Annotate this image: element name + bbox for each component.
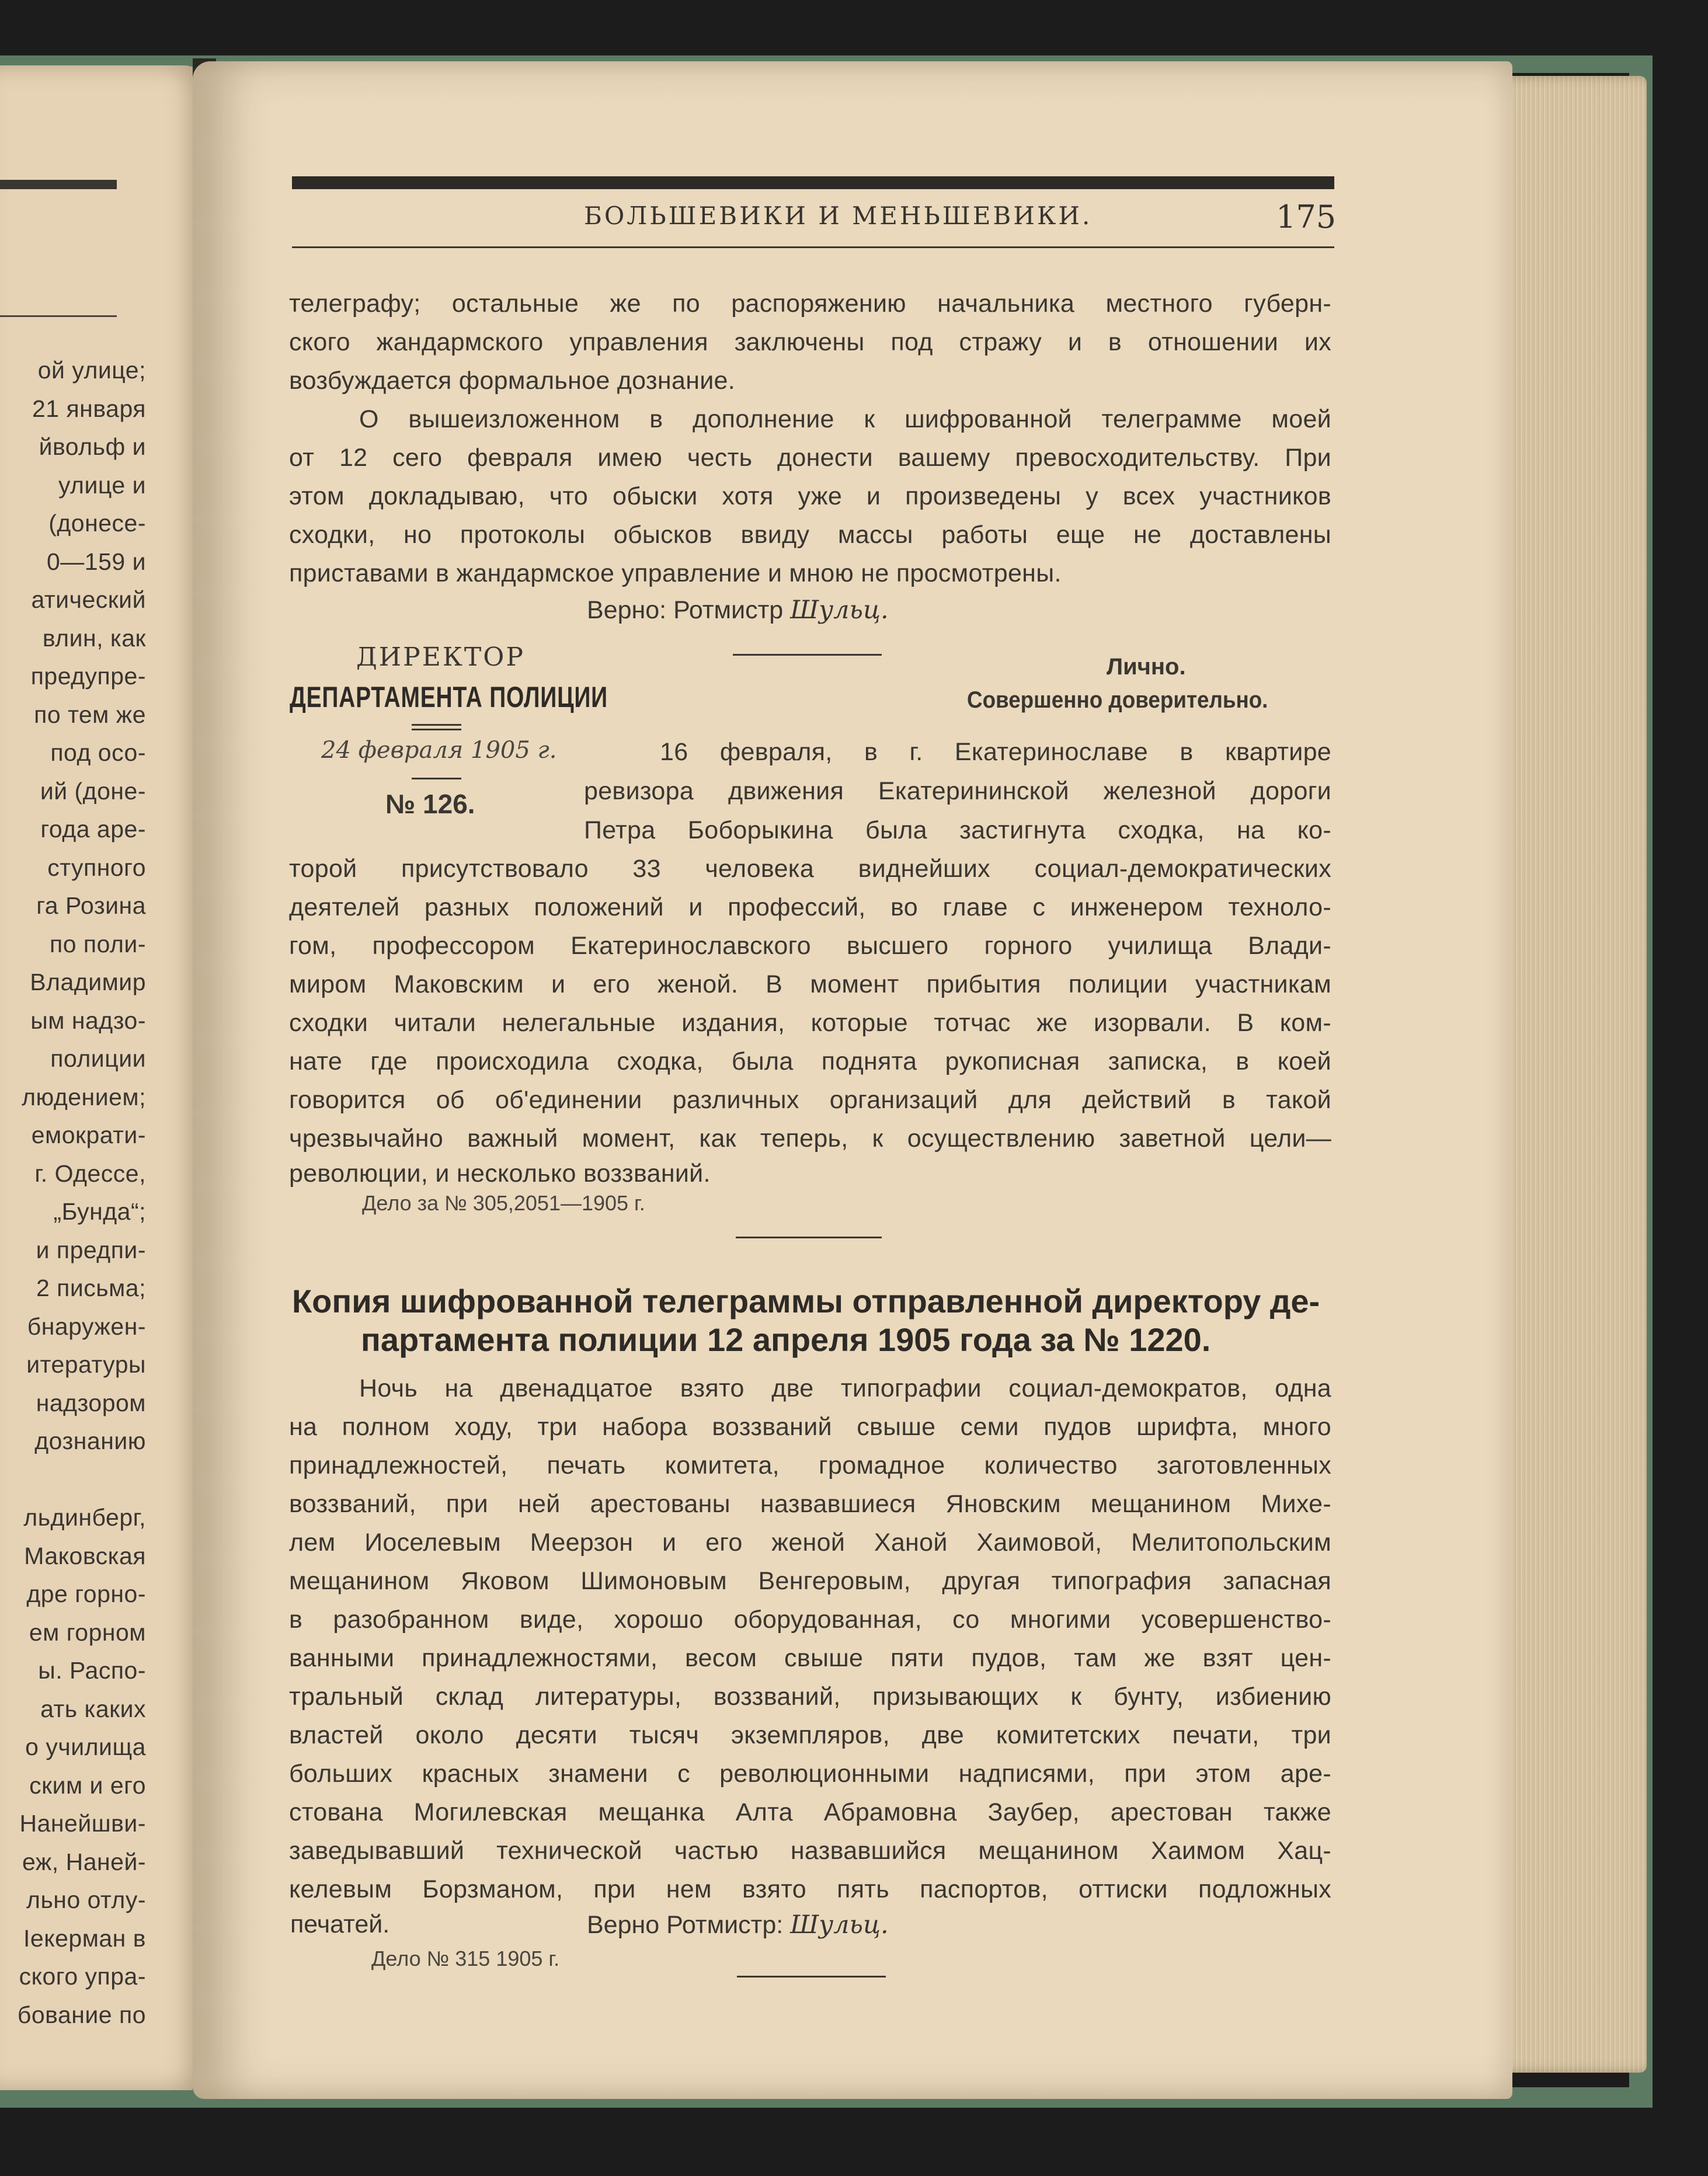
- left-page-line: ать каких: [40, 1695, 146, 1722]
- left-page-line: ступного: [47, 854, 146, 881]
- body-line: Ночь на двенадцатое взято две типографии социал-демократов, одна: [359, 1374, 1331, 1402]
- left-page-line: под осо-: [50, 739, 146, 766]
- body-line: лем Иоселевым Меерзон и его женой Ханой Хаимовой, Мелитопольским: [289, 1529, 1331, 1557]
- separator-rule: [737, 1976, 886, 1977]
- separator-rule: [736, 1237, 882, 1238]
- letterhead-rule: [412, 778, 461, 779]
- left-page-line: 0—159 и: [46, 548, 146, 575]
- case-reference: Дело за № 305,2051—1905 г.: [362, 1191, 645, 1215]
- left-page-line: ой улице;: [37, 357, 146, 384]
- signature-prefix: Верно: Ротмистр: [587, 596, 784, 624]
- body-line: тральный склад литературы, воззваний, призывающих к бунту, избиению: [289, 1683, 1331, 1711]
- signature-name: Шульц.: [790, 596, 889, 625]
- running-title: БОЛЬШЕВИКИ И МЕНЬШЕВИКИ.: [584, 201, 1093, 230]
- separator-rule: [733, 654, 882, 656]
- last-line: печатей.: [290, 1910, 390, 1938]
- body-line: возбуждается формальное дознание.: [289, 367, 736, 395]
- left-page-line: емократи-: [31, 1122, 146, 1148]
- body-line: чрезвычайно важный момент, как теперь, к осуществлению заветной цели—: [289, 1124, 1331, 1153]
- body-line: властей около десяти тысяч экземпляров, две комитетских печати, три: [289, 1721, 1331, 1749]
- left-page-header-rule: [0, 315, 117, 317]
- left-page-line: льдинберг,: [23, 1504, 146, 1531]
- body-line: приставами в жандармское управление и мною не просмотрены.: [289, 559, 1062, 587]
- left-page-line: предупре-: [30, 663, 146, 690]
- left-page-line: йвольф и: [39, 433, 146, 460]
- left-page-text-column: [18, 351, 146, 2034]
- left-page-line: 2 письма;: [36, 1275, 146, 1301]
- left-page-line: по поли-: [50, 930, 146, 958]
- left-page-line: года аре-: [40, 816, 146, 842]
- body-line: гом, профессором Екатеринославского высшего горного училища Влади-: [289, 932, 1331, 960]
- left-page-line: ий (доне-: [40, 777, 146, 805]
- section-heading: Копия шифрованной телеграммы отправленной директору де-: [292, 1283, 1320, 1319]
- body-line: сходки читали нелегальные издания, которые тотчас же изорвали. В ком-: [289, 1009, 1331, 1037]
- signature: [587, 1910, 889, 1940]
- body-line: О вышеизложенном в дополнение к шифрованной телеграмме моей: [359, 405, 1331, 433]
- left-page-line: ским и его: [29, 1771, 146, 1799]
- left-page-line: и предпи-: [36, 1236, 146, 1263]
- left-page-line: „Бунда“;: [53, 1198, 146, 1225]
- left-page-line: (донесе-: [48, 510, 146, 537]
- body-line: от 12 сего февраля имею честь донести вашему превосходительству. При: [289, 444, 1331, 472]
- signature: [587, 596, 889, 625]
- left-page-line: Маковская: [24, 1542, 146, 1569]
- body-line: больших красных знамени с революционными надписями, при этом аре-: [289, 1760, 1331, 1788]
- case-reference: Дело № 315 1905 г.: [371, 1947, 560, 1970]
- left-page-line: Іекерман в: [23, 1924, 146, 1952]
- body-line: говорится об об'единении различных организаций для действий в такой: [289, 1086, 1331, 1114]
- left-page-header-bar: [0, 180, 117, 189]
- left-page-line: [18, 1461, 146, 1499]
- letter-date: 24 февраля 1905 г.: [321, 737, 557, 764]
- left-page: [0, 65, 207, 2090]
- left-page-line: Нанейшви-: [19, 1810, 146, 1837]
- letterhead-rule: [412, 729, 461, 730]
- body-line: сходки, но протоколы обысков ввиду массы работы еще не доставлены: [289, 521, 1331, 549]
- body-line: в разобранном виде, хорошо оборудованная, со многими усовершенство-: [289, 1606, 1331, 1634]
- page-number: 175: [1276, 199, 1337, 235]
- left-page-line: дознанию: [34, 1428, 146, 1454]
- left-page-line: атический: [31, 586, 146, 613]
- section-heading: партамента полиции 12 апреля 1905 года за № 1220.: [361, 1321, 1211, 1358]
- left-page-line: льно отлу-: [26, 1886, 146, 1913]
- left-page-line: бование по: [17, 2001, 146, 2028]
- body-line: ского жандармского управления заключены под стражу и в отношении их: [289, 328, 1331, 356]
- letter-number: № 126.: [385, 789, 475, 819]
- left-page-line: полиции: [50, 1045, 146, 1072]
- signature-name: Шульц.: [790, 1910, 889, 1940]
- left-page-line: ского упра-: [19, 1963, 146, 1990]
- body-line: принадлежностей, печать комитета, громадное количество заготовленных: [289, 1451, 1331, 1479]
- left-page-line: улице и: [58, 471, 146, 499]
- left-page-line: ы. Распо-: [38, 1657, 146, 1684]
- body-line: революции, и несколько воззваний.: [289, 1160, 711, 1188]
- body-line: заведывавший технической частью назвавшийся мещанином Хаимом Хац-: [289, 1837, 1331, 1865]
- body-line: ревизора движения Екатерининской железной дороги: [584, 777, 1331, 805]
- signature-prefix: Верно Ротмистр:: [587, 1911, 784, 1939]
- left-page-line: по тем же: [34, 701, 146, 728]
- header-rule: [292, 246, 1334, 248]
- left-page-line: дре горно-: [26, 1580, 146, 1607]
- letterhead-rule: [412, 724, 461, 726]
- left-page-line: бнаружен-: [27, 1312, 146, 1340]
- body-line: торой присутствовало 33 человека виднейших социал-демократических: [289, 855, 1331, 883]
- body-line: на полном ходу, три набора воззваний свыше семи пудов шрифта, много: [289, 1413, 1331, 1441]
- body-line: телеграфу; остальные же по распоряжению начальника местного губерн-: [289, 290, 1331, 318]
- left-page-line: га Розина: [36, 892, 146, 919]
- left-page-line: итературы: [26, 1351, 146, 1378]
- left-page-line: еж, Наней-: [22, 1848, 146, 1875]
- left-page-line: о училища: [25, 1733, 146, 1760]
- body-line: Петра Боборыкина была застигнута сходка, на ко-: [584, 816, 1331, 844]
- body-line: этом докладываю, что обыски хотя уже и произведены у всех участников: [289, 482, 1331, 510]
- left-page-line: ым надзо-: [30, 1007, 146, 1034]
- personal-mark: Лично.: [1107, 654, 1186, 680]
- left-page-line: 21 января: [32, 395, 146, 422]
- header-bar: [292, 176, 1334, 189]
- director-label: ДИРЕКТОР: [356, 642, 525, 672]
- body-line: мещанином Яковом Шимоновым Венгеровым, другая типография запасная: [289, 1567, 1331, 1595]
- left-page-line: Владимир: [30, 969, 146, 995]
- body-line: воззваний, при ней арестованы назвавшиеся Яновским мещанином Михе-: [289, 1490, 1331, 1518]
- body-line: ванными принадлежностями, весом свыше пяти пудов, там же взят цен-: [289, 1644, 1331, 1672]
- body-line: нате где происходила сходка, была поднята рукописная записка, в коей: [289, 1047, 1331, 1075]
- left-page-line: ем горном: [29, 1618, 146, 1646]
- body-line: деятелей разных положений и профессий, во главе с инженером техноло-: [289, 893, 1331, 921]
- body-line: келевым Борзманом, при нем взято пять паспортов, оттиски подложных: [289, 1875, 1331, 1903]
- body-line: 16 февраля, в г. Екатеринославе в квартире: [660, 738, 1331, 766]
- left-page-line: влин, как: [42, 624, 146, 652]
- confidential-mark: Совершенно доверительно.: [967, 687, 1268, 713]
- left-page-line: г. Одессе,: [34, 1160, 146, 1187]
- department-name: ДЕПАРТАМЕНТА ПОЛИЦИИ: [290, 681, 608, 713]
- left-page-line: надзором: [36, 1389, 146, 1416]
- body-line: миром Маковским и его женой. В момент прибытия полиции участникам: [289, 970, 1331, 998]
- body-line: стована Могилевская мещанка Алта Абрамовна Заубер, арестован также: [289, 1798, 1331, 1826]
- left-page-line: людением;: [22, 1083, 146, 1110]
